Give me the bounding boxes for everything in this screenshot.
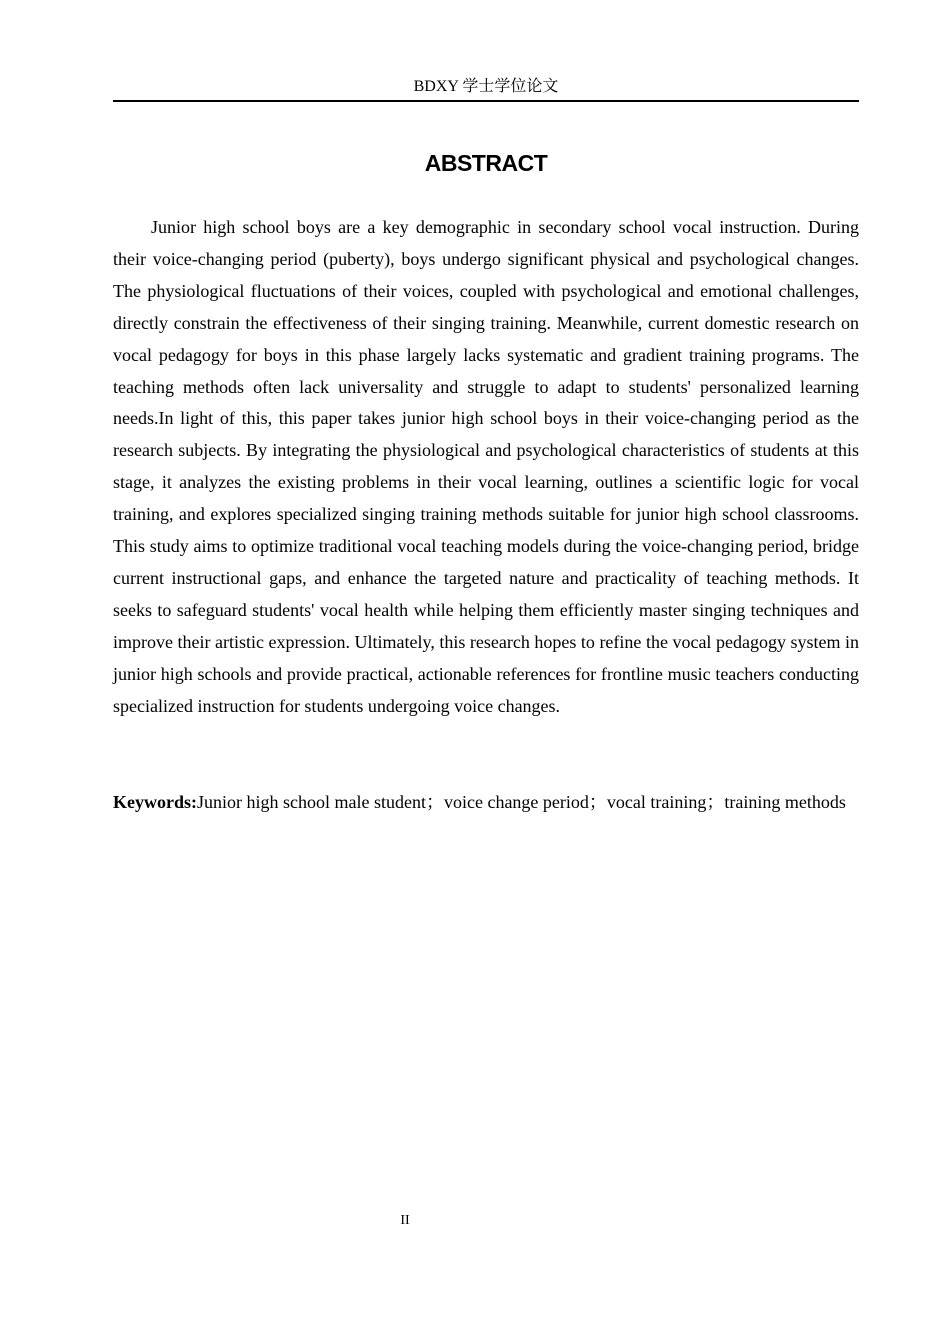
- keywords-line: [113, 787, 859, 819]
- keywords-label: Keywords:: [113, 792, 197, 812]
- keywords-text: Junior high school male student；voice change period；vocal training；training methods: [197, 792, 846, 812]
- abstract-body: Junior high school boys are a key demographic in secondary school vocal instruction. During their voice-changing period (puberty), boys undergo significant physical and psychological changes. The physiological fluctuations of their voices, coupled with psychological and emotional challenges, directly constrain the effectiveness of their singing training. Meanwhile, current domestic research on vocal pedagogy for boys in this phase largely lacks systematic and gradient training programs. The teaching methods often lack universality and struggle to adapt to students' personalized learning needs.In light of this, this paper takes junior high school boys in their voice-changing period as the research subjects. By integrating the physiological and psychological characteristics of students at this stage, it analyzes the existing problems in their vocal learning, outlines a scientific logic for vocal training, and explores specialized singing training methods suitable for junior high school classrooms. This study aims to optimize traditional vocal teaching models during the voice-changing period, bridge current instructional gaps, and enhance the targeted nature and practicality of teaching methods. It seeks to safeguard students' vocal health while helping them efficiently master singing techniques and improve their artistic expression. Ultimately, this research hopes to refine the vocal pedagogy system in junior high schools and provide practical, actionable references for frontline music teachers conducting specialized instruction for students undergoing voice changes.: [113, 217, 859, 716]
- running-header: BDXY 学士学位论文: [413, 78, 559, 95]
- abstract-title: ABSTRACT: [424, 150, 548, 176]
- page-number: II: [400, 1213, 410, 1228]
- header-rule: [113, 100, 859, 102]
